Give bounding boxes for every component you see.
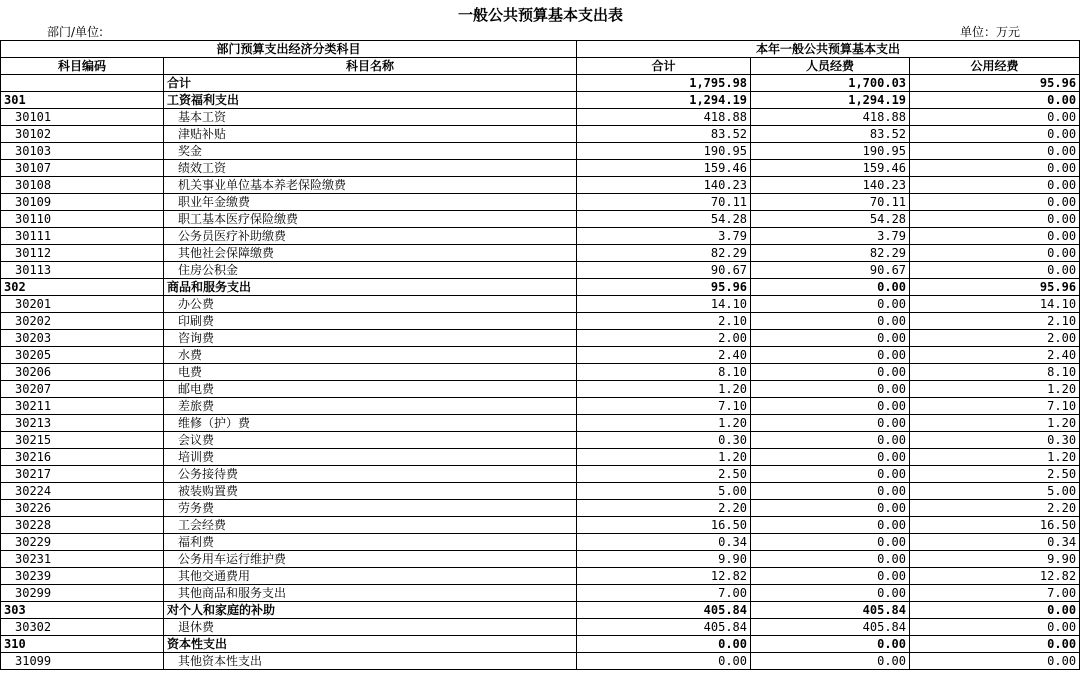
table-row bbox=[1, 415, 1080, 432]
cell-public: 0.00 bbox=[910, 636, 1080, 653]
cell-name: 绩效工资 bbox=[164, 160, 577, 177]
cell-name: 差旅费 bbox=[164, 398, 577, 415]
cell-name: 职工基本医疗保险缴费 bbox=[164, 211, 577, 228]
table-row bbox=[1, 534, 1080, 551]
cell-name: 公务员医疗补助缴费 bbox=[164, 228, 577, 245]
cell-name: 其他资本性支出 bbox=[164, 653, 577, 670]
table-row bbox=[1, 143, 1080, 160]
cell-name: 住房公积金 bbox=[164, 262, 577, 279]
cell-personnel: 0.00 bbox=[751, 585, 910, 602]
cell-personnel: 90.67 bbox=[751, 262, 910, 279]
cell-personnel: 405.84 bbox=[751, 619, 910, 636]
cell-personnel: 0.00 bbox=[751, 347, 910, 364]
cell-public: 0.00 bbox=[910, 245, 1080, 262]
cell-name: 基本工资 bbox=[164, 109, 577, 126]
cell-personnel: 0.00 bbox=[751, 313, 910, 330]
cell-public: 5.00 bbox=[910, 483, 1080, 500]
cell-total: 405.84 bbox=[577, 619, 751, 636]
cell-personnel: 0.00 bbox=[751, 330, 910, 347]
cell-total: 190.95 bbox=[577, 143, 751, 160]
cell-total: 2.40 bbox=[577, 347, 751, 364]
cell-total: 12.82 bbox=[577, 568, 751, 585]
cell-total: 70.11 bbox=[577, 194, 751, 211]
cell-name: 咨询费 bbox=[164, 330, 577, 347]
table-row bbox=[1, 211, 1080, 228]
cell-personnel: 0.00 bbox=[751, 636, 910, 653]
cell-code: 30239 bbox=[1, 568, 164, 585]
table-row bbox=[1, 330, 1080, 347]
cell-public: 0.34 bbox=[910, 534, 1080, 551]
cell-name: 商品和服务支出 bbox=[164, 279, 577, 296]
cell-public: 0.00 bbox=[910, 160, 1080, 177]
cell-public: 0.00 bbox=[910, 109, 1080, 126]
table-row bbox=[1, 466, 1080, 483]
cell-name: 退休费 bbox=[164, 619, 577, 636]
table-row bbox=[1, 602, 1080, 619]
cell-personnel: 1,700.03 bbox=[751, 75, 910, 92]
cell-name: 电费 bbox=[164, 364, 577, 381]
cell-total: 1.20 bbox=[577, 415, 751, 432]
cell-code: 30109 bbox=[1, 194, 164, 211]
cell-name: 对个人和家庭的补助 bbox=[164, 602, 577, 619]
cell-public: 2.50 bbox=[910, 466, 1080, 483]
cell-code: 30101 bbox=[1, 109, 164, 126]
cell-name: 津贴补贴 bbox=[164, 126, 577, 143]
cell-public: 1.20 bbox=[910, 449, 1080, 466]
table-row bbox=[1, 262, 1080, 279]
cell-total: 2.00 bbox=[577, 330, 751, 347]
table-row bbox=[1, 381, 1080, 398]
cell-personnel: 418.88 bbox=[751, 109, 910, 126]
cell-code: 30217 bbox=[1, 466, 164, 483]
cell-total: 2.10 bbox=[577, 313, 751, 330]
unit-label: 单位：万元 bbox=[960, 25, 1021, 39]
cell-personnel: 0.00 bbox=[751, 296, 910, 313]
cell-name: 职业年金缴费 bbox=[164, 194, 577, 211]
table-row bbox=[1, 126, 1080, 143]
table-row bbox=[1, 432, 1080, 449]
cell-name: 邮电费 bbox=[164, 381, 577, 398]
cell-code: 30299 bbox=[1, 585, 164, 602]
cell-personnel: 3.79 bbox=[751, 228, 910, 245]
cell-public: 2.10 bbox=[910, 313, 1080, 330]
cell-total: 83.52 bbox=[577, 126, 751, 143]
cell-public: 2.20 bbox=[910, 500, 1080, 517]
cell-name: 水费 bbox=[164, 347, 577, 364]
cell-name: 维修（护）费 bbox=[164, 415, 577, 432]
cell-total: 5.00 bbox=[577, 483, 751, 500]
table-row bbox=[1, 551, 1080, 568]
cell-total: 418.88 bbox=[577, 109, 751, 126]
cell-code: 30111 bbox=[1, 228, 164, 245]
cell-name: 办公费 bbox=[164, 296, 577, 313]
cell-total: 8.10 bbox=[577, 364, 751, 381]
cell-personnel: 0.00 bbox=[751, 364, 910, 381]
table-row bbox=[1, 177, 1080, 194]
cell-name: 工资福利支出 bbox=[164, 92, 577, 109]
table-row bbox=[1, 398, 1080, 415]
cell-code: 302 bbox=[1, 279, 164, 296]
cell-total: 3.79 bbox=[577, 228, 751, 245]
cell-personnel: 0.00 bbox=[751, 568, 910, 585]
cell-total: 1.20 bbox=[577, 449, 751, 466]
table-row bbox=[1, 313, 1080, 330]
cell-name: 其他商品和服务支出 bbox=[164, 585, 577, 602]
cell-personnel: 140.23 bbox=[751, 177, 910, 194]
cell-name: 劳务费 bbox=[164, 500, 577, 517]
cell-total: 7.00 bbox=[577, 585, 751, 602]
budget-table bbox=[0, 40, 1080, 670]
cell-public: 0.00 bbox=[910, 653, 1080, 670]
cell-total: 1,294.19 bbox=[577, 92, 751, 109]
column-header-name: 科目名称 bbox=[164, 58, 577, 75]
table-row bbox=[1, 92, 1080, 109]
cell-personnel: 159.46 bbox=[751, 160, 910, 177]
cell-code: 30203 bbox=[1, 330, 164, 347]
table-row bbox=[1, 160, 1080, 177]
table-row bbox=[1, 75, 1080, 92]
cell-name: 福利费 bbox=[164, 534, 577, 551]
cell-personnel: 0.00 bbox=[751, 449, 910, 466]
cell-total: 16.50 bbox=[577, 517, 751, 534]
cell-personnel: 0.00 bbox=[751, 398, 910, 415]
cell-public: 0.30 bbox=[910, 432, 1080, 449]
cell-personnel: 70.11 bbox=[751, 194, 910, 211]
cell-personnel: 0.00 bbox=[751, 551, 910, 568]
cell-total: 2.20 bbox=[577, 500, 751, 517]
cell-name: 培训费 bbox=[164, 449, 577, 466]
cell-code: 30231 bbox=[1, 551, 164, 568]
group-header-basic-expenditure: 本年一般公共预算基本支出 bbox=[577, 41, 1080, 58]
cell-code: 30224 bbox=[1, 483, 164, 500]
table-row bbox=[1, 296, 1080, 313]
cell-code: 30113 bbox=[1, 262, 164, 279]
cell-name: 其他交通费用 bbox=[164, 568, 577, 585]
table-row bbox=[1, 449, 1080, 466]
cell-public: 0.00 bbox=[910, 619, 1080, 636]
cell-code: 30211 bbox=[1, 398, 164, 415]
cell-code: 30216 bbox=[1, 449, 164, 466]
cell-public: 2.40 bbox=[910, 347, 1080, 364]
cell-personnel: 0.00 bbox=[751, 432, 910, 449]
cell-personnel: 0.00 bbox=[751, 653, 910, 670]
cell-public: 16.50 bbox=[910, 517, 1080, 534]
cell-name: 被装购置费 bbox=[164, 483, 577, 500]
cell-total: 2.50 bbox=[577, 466, 751, 483]
cell-total: 0.30 bbox=[577, 432, 751, 449]
table-row bbox=[1, 483, 1080, 500]
cell-public: 0.00 bbox=[910, 143, 1080, 160]
table-column-header-row bbox=[1, 58, 1080, 75]
cell-code: 30215 bbox=[1, 432, 164, 449]
cell-public: 95.96 bbox=[910, 75, 1080, 92]
cell-public: 0.00 bbox=[910, 228, 1080, 245]
cell-public: 0.00 bbox=[910, 177, 1080, 194]
cell-public: 1.20 bbox=[910, 415, 1080, 432]
cell-public: 95.96 bbox=[910, 279, 1080, 296]
column-header-code: 科目编码 bbox=[1, 58, 164, 75]
cell-public: 0.00 bbox=[910, 126, 1080, 143]
table-row bbox=[1, 619, 1080, 636]
cell-name: 工会经费 bbox=[164, 517, 577, 534]
cell-name: 资本性支出 bbox=[164, 636, 577, 653]
cell-personnel: 0.00 bbox=[751, 279, 910, 296]
cell-total: 82.29 bbox=[577, 245, 751, 262]
cell-code: 30213 bbox=[1, 415, 164, 432]
cell-code: 30228 bbox=[1, 517, 164, 534]
table-row bbox=[1, 364, 1080, 381]
cell-code: 30226 bbox=[1, 500, 164, 517]
column-header-personnel: 人员经费 bbox=[751, 58, 910, 75]
cell-total: 0.00 bbox=[577, 653, 751, 670]
cell-total: 1,795.98 bbox=[577, 75, 751, 92]
table-row bbox=[1, 109, 1080, 126]
table-group-header-row bbox=[1, 41, 1080, 58]
cell-personnel: 82.29 bbox=[751, 245, 910, 262]
cell-personnel: 1,294.19 bbox=[751, 92, 910, 109]
department-label: 部门/单位: bbox=[47, 25, 104, 39]
cell-personnel: 54.28 bbox=[751, 211, 910, 228]
cell-code: 30108 bbox=[1, 177, 164, 194]
cell-name: 印刷费 bbox=[164, 313, 577, 330]
cell-public: 9.90 bbox=[910, 551, 1080, 568]
cell-personnel: 0.00 bbox=[751, 466, 910, 483]
group-header-classification: 部门预算支出经济分类科目 bbox=[1, 41, 577, 58]
cell-public: 7.00 bbox=[910, 585, 1080, 602]
cell-public: 2.00 bbox=[910, 330, 1080, 347]
cell-total: 0.34 bbox=[577, 534, 751, 551]
cell-public: 12.82 bbox=[910, 568, 1080, 585]
cell-code: 303 bbox=[1, 602, 164, 619]
cell-code: 30229 bbox=[1, 534, 164, 551]
cell-name: 奖金 bbox=[164, 143, 577, 160]
cell-name: 公务用车运行维护费 bbox=[164, 551, 577, 568]
table-row bbox=[1, 653, 1080, 670]
table-row bbox=[1, 347, 1080, 364]
cell-public: 0.00 bbox=[910, 262, 1080, 279]
cell-total: 1.20 bbox=[577, 381, 751, 398]
cell-code: 30302 bbox=[1, 619, 164, 636]
cell-total: 90.67 bbox=[577, 262, 751, 279]
cell-public: 0.00 bbox=[910, 602, 1080, 619]
cell-public: 8.10 bbox=[910, 364, 1080, 381]
cell-personnel: 0.00 bbox=[751, 483, 910, 500]
cell-code: 30102 bbox=[1, 126, 164, 143]
cell-name: 机关事业单位基本养老保险缴费 bbox=[164, 177, 577, 194]
table-row bbox=[1, 194, 1080, 211]
cell-personnel: 83.52 bbox=[751, 126, 910, 143]
cell-total: 159.46 bbox=[577, 160, 751, 177]
cell-personnel: 0.00 bbox=[751, 381, 910, 398]
cell-code bbox=[1, 75, 164, 92]
cell-name: 合计 bbox=[164, 75, 577, 92]
cell-personnel: 0.00 bbox=[751, 517, 910, 534]
cell-total: 405.84 bbox=[577, 602, 751, 619]
cell-total: 95.96 bbox=[577, 279, 751, 296]
table-row bbox=[1, 636, 1080, 653]
cell-personnel: 405.84 bbox=[751, 602, 910, 619]
cell-total: 54.28 bbox=[577, 211, 751, 228]
cell-code: 30205 bbox=[1, 347, 164, 364]
cell-total: 140.23 bbox=[577, 177, 751, 194]
cell-code: 30107 bbox=[1, 160, 164, 177]
cell-code: 30112 bbox=[1, 245, 164, 262]
cell-code: 301 bbox=[1, 92, 164, 109]
cell-personnel: 0.00 bbox=[751, 415, 910, 432]
cell-code: 30207 bbox=[1, 381, 164, 398]
table-row bbox=[1, 568, 1080, 585]
cell-total: 0.00 bbox=[577, 636, 751, 653]
column-header-public: 公用经费 bbox=[910, 58, 1080, 75]
cell-public: 1.20 bbox=[910, 381, 1080, 398]
cell-public: 0.00 bbox=[910, 92, 1080, 109]
cell-code: 30201 bbox=[1, 296, 164, 313]
table-row bbox=[1, 585, 1080, 602]
cell-name: 会议费 bbox=[164, 432, 577, 449]
cell-code: 30202 bbox=[1, 313, 164, 330]
cell-code: 310 bbox=[1, 636, 164, 653]
table-row bbox=[1, 245, 1080, 262]
table-row bbox=[1, 500, 1080, 517]
table-row bbox=[1, 279, 1080, 296]
column-header-total: 合计 bbox=[577, 58, 751, 75]
cell-public: 7.10 bbox=[910, 398, 1080, 415]
cell-personnel: 0.00 bbox=[751, 534, 910, 551]
page-title: 一般公共预算基本支出表 bbox=[457, 6, 623, 24]
table-row bbox=[1, 228, 1080, 245]
cell-total: 14.10 bbox=[577, 296, 751, 313]
cell-public: 0.00 bbox=[910, 211, 1080, 228]
table-row bbox=[1, 517, 1080, 534]
cell-code: 31099 bbox=[1, 653, 164, 670]
cell-personnel: 190.95 bbox=[751, 143, 910, 160]
cell-total: 9.90 bbox=[577, 551, 751, 568]
cell-personnel: 0.00 bbox=[751, 500, 910, 517]
cell-public: 0.00 bbox=[910, 194, 1080, 211]
cell-total: 7.10 bbox=[577, 398, 751, 415]
cell-name: 其他社会保障缴费 bbox=[164, 245, 577, 262]
cell-name: 公务接待费 bbox=[164, 466, 577, 483]
cell-code: 30110 bbox=[1, 211, 164, 228]
cell-code: 30206 bbox=[1, 364, 164, 381]
cell-public: 14.10 bbox=[910, 296, 1080, 313]
cell-code: 30103 bbox=[1, 143, 164, 160]
